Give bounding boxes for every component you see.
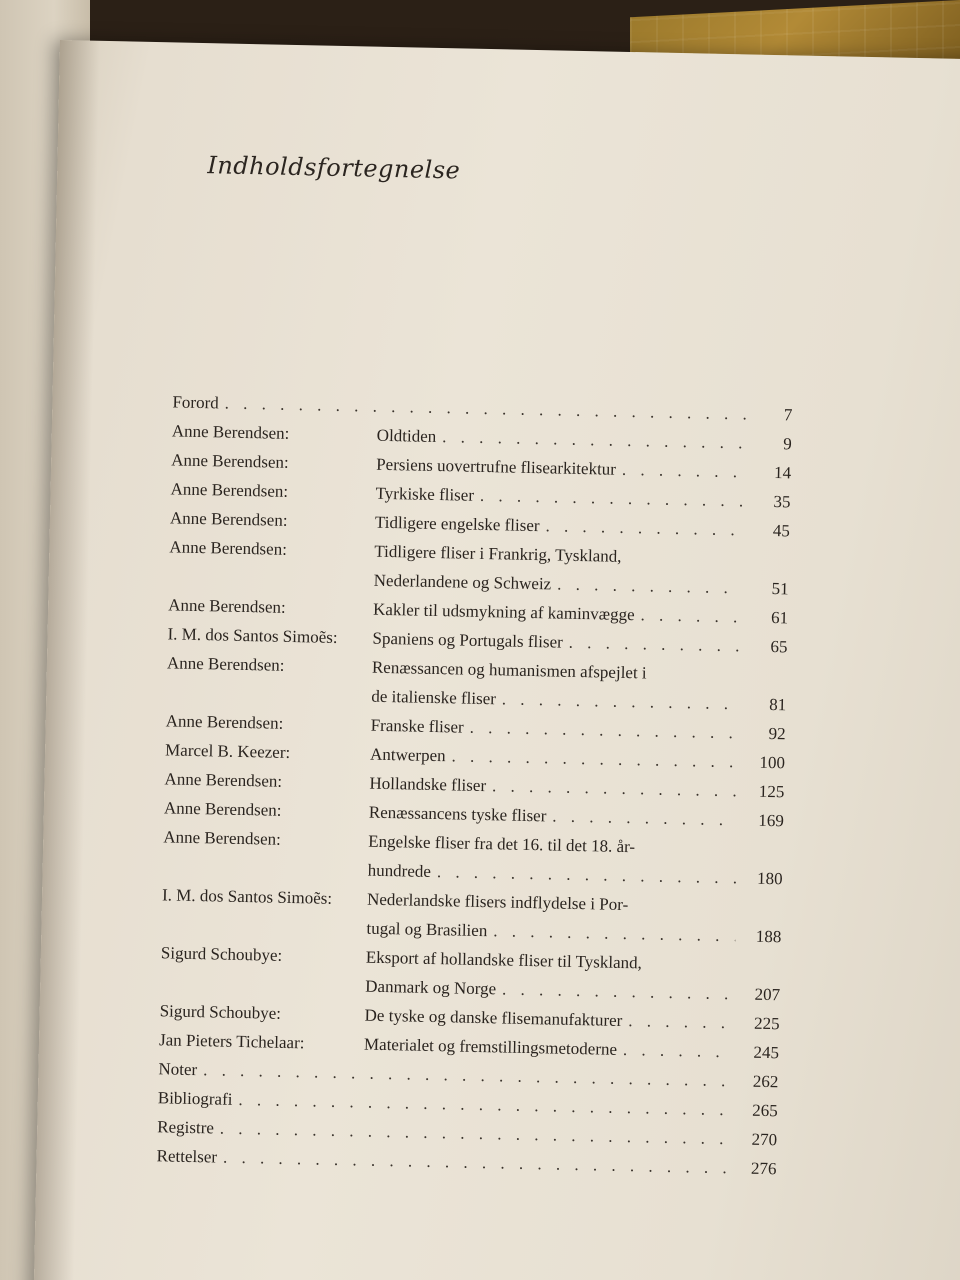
toc-entry-author: Anne Berendsen:	[165, 711, 284, 733]
toc-entry-title-continued: Danmark og Norge	[365, 976, 497, 999]
toc-entry-page: 61	[770, 608, 789, 628]
dot-leader	[493, 921, 735, 946]
toc-entry-title: Antwerpen	[369, 744, 446, 766]
toc-entry-author: Anne Berendsen:	[166, 653, 285, 675]
dot-leader	[469, 718, 739, 744]
toc-entry-page: 245	[753, 1042, 780, 1063]
dot-leader	[502, 979, 734, 1004]
toc-entry-page: 125	[758, 781, 785, 802]
toc-entry-author: Sigurd Schoubye:	[159, 1001, 282, 1023]
toc-entry-author: Anne Berendsen:	[164, 769, 283, 791]
toc-entry-page: 14	[773, 463, 792, 483]
toc-entry-title: Rettelser	[156, 1146, 218, 1167]
toc-entry-title: Spaniens og Portugals fliser	[372, 628, 563, 652]
toc-entry-title: Registre	[157, 1117, 215, 1138]
toc-entry-page: 225	[753, 1013, 780, 1034]
dot-leader	[545, 516, 744, 540]
toc-entry-page: 35	[773, 492, 791, 512]
toc-entry-author: Anne Berendsen:	[163, 827, 282, 849]
toc-entry-page: 7	[783, 405, 793, 425]
dot-leader	[569, 633, 742, 657]
toc-entry-title: Engelske fliser fra det 16. til det 18. år-	[368, 831, 636, 857]
toc-entry-page	[742, 912, 782, 913]
dot-leader	[552, 806, 738, 830]
toc-entry-title: Renæssancen og humanismen afspejlet i	[371, 657, 647, 683]
toc-entry-page: 169	[758, 810, 785, 831]
toc-entry-page: 65	[770, 637, 788, 657]
toc-entry-page	[747, 681, 787, 682]
toc-entry-page	[743, 854, 783, 855]
dot-leader	[622, 460, 746, 483]
dot-leader	[640, 605, 742, 627]
page-title: Indholdsfortegnelse	[207, 151, 461, 185]
toc-entry-author: Anne Berendsen:	[169, 537, 288, 559]
toc-entry-page: 81	[769, 695, 787, 715]
toc-entry-page: 180	[756, 868, 783, 889]
toc-entry-title: De tyske og danske flisemanufakturer	[364, 1005, 623, 1030]
toc-entry-title-continued: tugal og Brasilien	[366, 918, 488, 941]
toc-entry-author: Anne Berendsen:	[167, 595, 286, 617]
dot-leader	[224, 394, 746, 425]
toc-entry-page: 100	[759, 752, 786, 773]
toc-entry-author: Anne Berendsen:	[171, 421, 290, 443]
toc-entry-title: Nederlandske flisers indflydelse i Por-	[366, 889, 629, 915]
toc-entry-title: Forord	[172, 392, 219, 413]
toc-entry-page: 9	[783, 434, 792, 454]
toc-entry-title-cell	[172, 392, 752, 424]
toc-entry-title: Renæssancens tyske fliser	[368, 802, 547, 826]
toc-entry-author: Anne Berendsen:	[171, 450, 289, 472]
dot-leader	[557, 575, 743, 599]
dot-leader	[502, 689, 741, 714]
toc-entry-page	[741, 970, 781, 971]
toc-entry-title: Materialet og fremstillingsmetoderne	[363, 1034, 618, 1059]
toc-entry-page: 262	[752, 1071, 779, 1092]
toc-entry-title-continued: Nederlandene og Schweiz	[373, 570, 552, 594]
toc-entry-title: Tidligere fliser i Frankrig, Tyskland,	[374, 541, 622, 566]
toc-entry-page: 51	[771, 579, 789, 599]
toc-entry-title: Tyrkiske fliser	[375, 483, 475, 505]
toc-entry-title: Oldtiden	[376, 425, 437, 446]
toc-entry-title: Kakler til udsmykning af kaminvægge	[372, 599, 635, 625]
toc-entry-page: 265	[752, 1100, 778, 1121]
toc-entry-title-continued: de italienske fliser	[371, 686, 497, 709]
toc-entry-page: 207	[754, 984, 781, 1005]
toc-entry-title: Tidligere engelske fliser	[374, 512, 540, 536]
toc-entry-page: 276	[750, 1158, 777, 1179]
toc-entry-author: Sigurd Schoubye:	[160, 943, 283, 965]
toc-entry-author: Anne Berendsen:	[169, 508, 288, 530]
toc-entry-title: Hollandske fliser	[369, 773, 487, 796]
toc-entry-title: Noter	[158, 1059, 198, 1080]
toc-entry-title: Persiens uovertrufne flisearkitektur	[375, 454, 617, 479]
toc-entry-page	[749, 565, 789, 566]
toc-entry-author: Anne Berendsen:	[163, 798, 282, 820]
toc-entry-page: 45	[772, 521, 791, 541]
book-page	[33, 40, 960, 1280]
toc-entry-page: 188	[755, 926, 782, 947]
toc-entry-author: I. M. dos Santos Simoẽs:	[161, 885, 333, 908]
toc-entry-page: 92	[768, 723, 786, 744]
toc-entry-title: Eksport af hollandske fliser til Tyskland,	[365, 947, 643, 973]
dot-leader	[628, 1011, 734, 1033]
toc-entry-title: Franske fliser	[370, 715, 464, 737]
dot-leader	[492, 776, 739, 801]
toc-entry-author: I. M. dos Santos Simoẽs:	[167, 624, 338, 647]
toc-entry-author: Marcel B. Keezer:	[164, 740, 291, 762]
toc-entry-title-continued: hundrede	[367, 860, 432, 881]
table-of-contents	[156, 392, 792, 1188]
dot-leader	[480, 486, 745, 512]
toc-entry-page: 270	[751, 1129, 778, 1150]
toc-entry-author: Jan Pieters Tichelaar:	[158, 1030, 305, 1053]
toc-entry-title: Bibliografi	[157, 1088, 233, 1109]
dot-leader	[623, 1040, 733, 1062]
toc-entry-author: Anne Berendsen:	[170, 479, 289, 501]
